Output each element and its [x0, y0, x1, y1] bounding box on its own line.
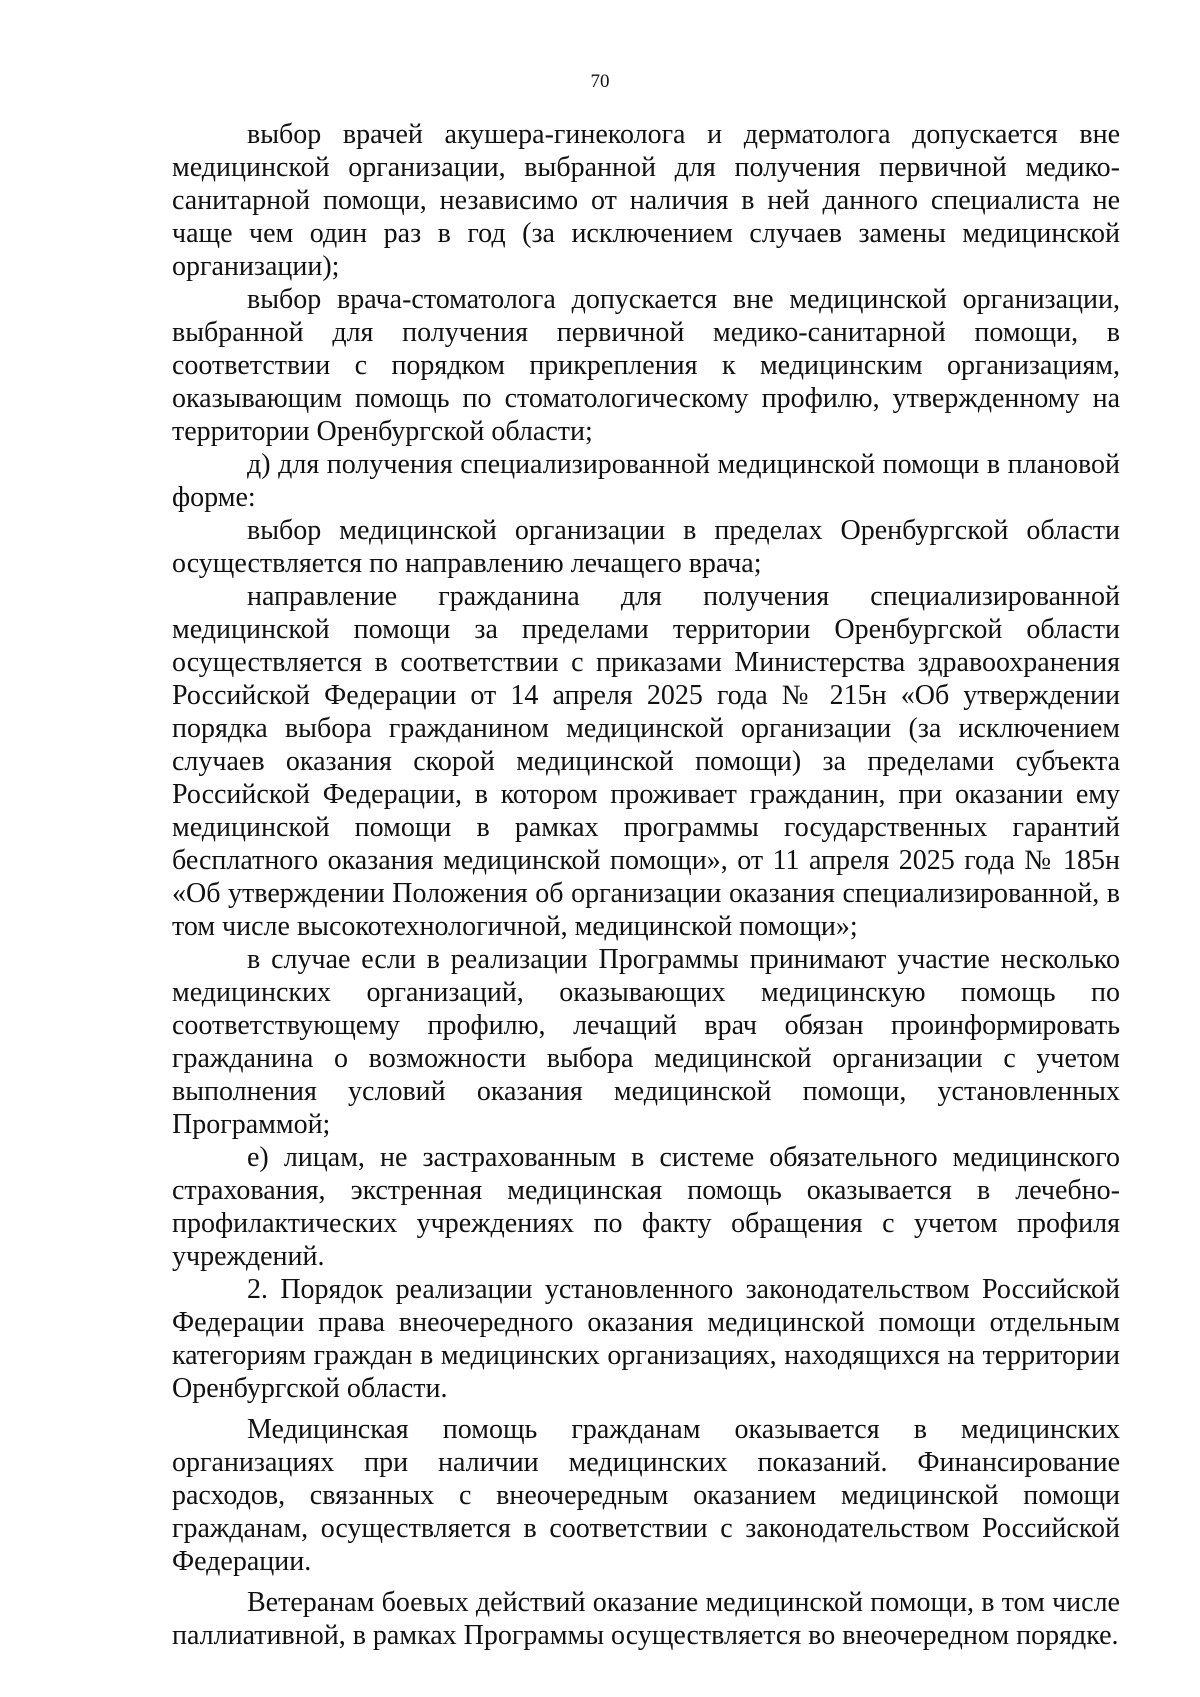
- paragraph-combat-veterans: Ветеранам боевых действий оказание медицинской помощи, в том числе паллиативной, в рамках Программы осуществляется во внеочередном порядке.: [172, 1587, 1120, 1651]
- paragraph-medical-help-financing: Медицинская помощь гражданам оказывается в медицинских организациях при наличии медицинских показаний. Финансирование расходов, связанных с внеочередным оказанием медицинской помощи гражданам, осуществляется в соответствии с законодательством Российской Федерации.: [172, 1414, 1120, 1577]
- paragraph-section-2-heading: 2. Порядок реализации установленного законодательством Российской Федерации права внеочередного оказания медицинской помощи отдельным категориям граждан в медицинских организациях, находящихся на территории Оренбургской области.: [172, 1274, 1120, 1404]
- paragraph-dentist-choice: выбор врача-стоматолога допускается вне медицинской организации, выбранной для получения первичной медико-санитарной помощи, в соответствии с порядком прикрепления к медицинским организациям, оказывающим помощь по стоматологическому профилю, утвержденному на территории Оренбургской области;: [172, 284, 1120, 447]
- paragraph-several-organizations: в случае если в реализации Программы принимают участие несколько медицинских организаций, оказывающих медицинскую помощь по соответствующему профилю, лечащий врач обязан проинформировать гражданина о возможности выбора медицинской организации с учетом выполнения условий оказания медицинской помощи, установленных Программой;: [172, 944, 1120, 1140]
- paragraph-referral-outside-region: направление гражданина для получения специализированной медицинской помощи за пределами территории Оренбургской области осуществляется в соответствии с приказами Министерства здравоохранения Российской Федерации от 14 апреля 2025 года № 215н «Об утверждении порядка выбора гражданином медицинской организации (за исключением случаев оказания скорой медицинской помощи) за пределами субъекта Российской Федерации, в котором проживает гражданин, при оказании ему медицинской помощи в рамках программы государственных гарантий бесплатного оказания медицинской помощи», от 11 апреля 2025 года № 185н «Об утверждении Положения об организации оказания специализированной, в том числе высокотехнологичной, медицинской помощи»;: [172, 581, 1120, 942]
- paragraph-item-e-uninsured: е) лицам, не застрахованным в системе обязательного медицинского страхования, экстренная медицинская помощь оказывается в лечебно-профилактических учреждениях по факту обращения с учетом профиля учреждений.: [172, 1142, 1120, 1272]
- paragraph-gynecologist-dermatologist-choice: выбор врачей акушера-гинеколога и дерматолога допускается вне медицинской организации, выбранной для получения первичной медико-санитарной помощи, независимо от наличия в ней данного специалиста не чаще чем один раз в год (за исключением случаев замены медицинской организации);: [172, 119, 1120, 282]
- paragraph-organization-choice-region: выбор медицинской организации в пределах Оренбургской области осуществляется по направлению лечащего врача;: [172, 515, 1120, 579]
- page-number: 70: [590, 71, 610, 92]
- paragraph-item-d-specialized-care: д) для получения специализированной медицинской помощи в плановой форме:: [172, 449, 1120, 513]
- document-body: [172, 118, 1120, 1652]
